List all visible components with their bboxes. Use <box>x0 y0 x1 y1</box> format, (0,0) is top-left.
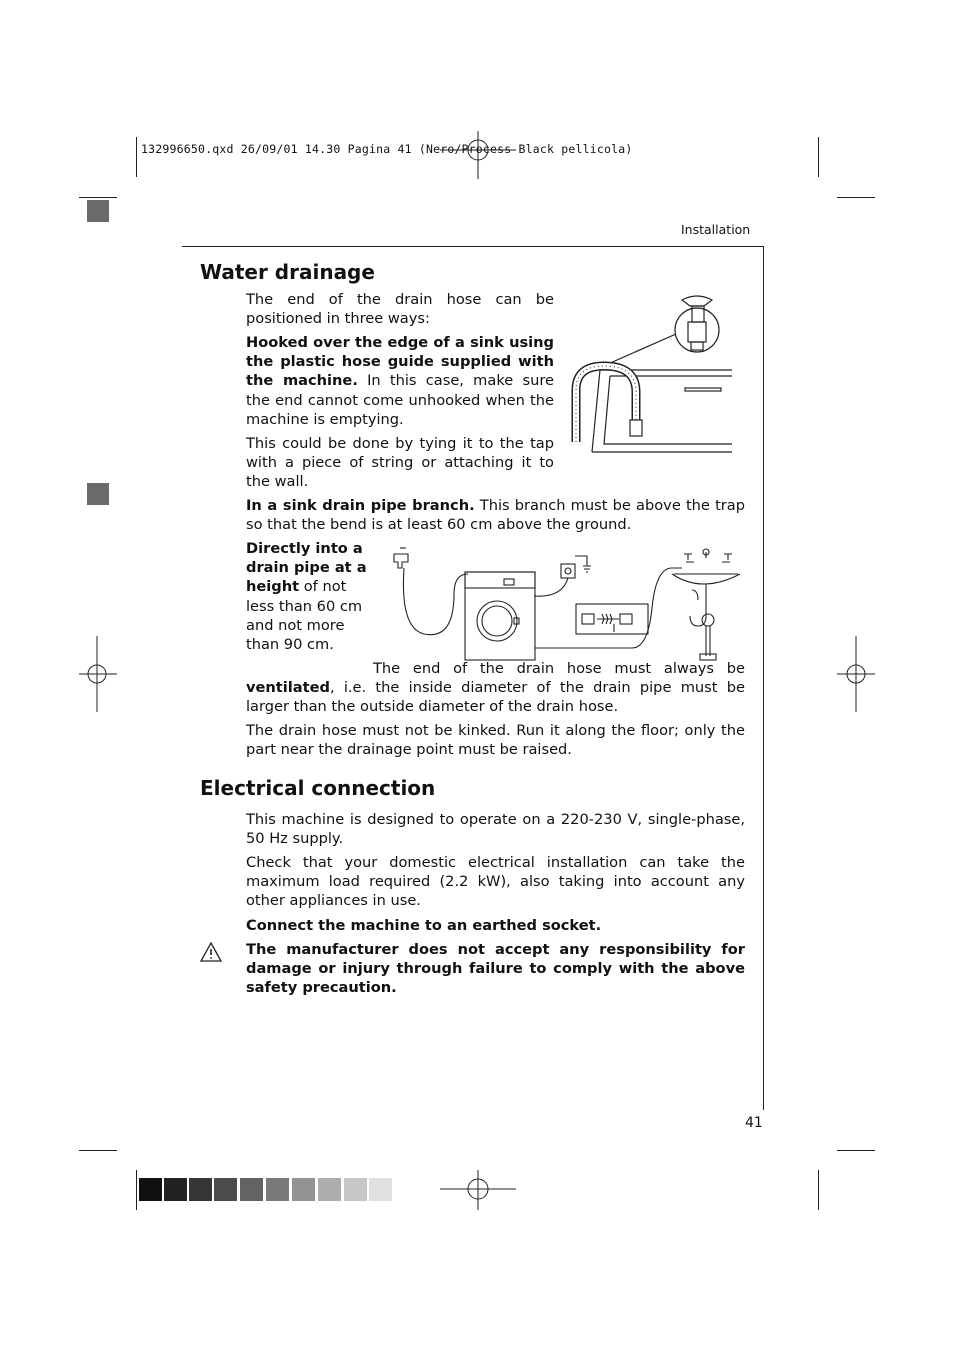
color-swatch <box>240 1178 263 1201</box>
electrical-connection-heading: Electrical connection <box>200 776 436 800</box>
drainage-kink-note: The drain hose must not be kinked. Run it along the floor; only the part near the drainage point must be raised. <box>246 722 745 759</box>
crop-mark <box>136 137 137 177</box>
drainage-ventilated-note: The end of the drain hose must always be ventilated, i.e. the inside diameter of the drain pipe must be larger than the outside diameter of the drain hose. <box>246 660 745 716</box>
electrical-supply: This machine is designed to operate on a 220-230 V, single-phase, 50 Hz supply. <box>246 811 745 848</box>
page-number: 41 <box>745 1115 763 1131</box>
crop-mark <box>818 1170 819 1210</box>
registration-mark-icon <box>79 636 117 712</box>
crop-mark <box>79 1150 117 1151</box>
registration-mark-icon <box>837 636 875 712</box>
print-slug: 132996650.qxd 26/09/01 14.30 Pagina 41 (Nero/Process Black pellicola) <box>141 142 633 156</box>
drainage-sink-option: Hooked over the edge of a sink using the plastic hose guide supplied with the machine. In this case, make sure the end cannot come unhooked when the machine is emptying. <box>246 334 554 428</box>
crop-mark <box>837 197 875 198</box>
color-swatch <box>266 1178 289 1201</box>
crop-mark <box>837 1150 875 1151</box>
sink-hose-illustration <box>570 292 735 454</box>
drainage-direct-option: Directly into a drain pipe at a height of not less than 60 cm and not more than 90 cm. <box>246 540 367 654</box>
crop-mark <box>818 137 819 177</box>
color-swatch <box>214 1178 237 1201</box>
side-marker <box>87 483 109 505</box>
safety-warning: The manufacturer does not accept any responsibility for damage or injury through failure to comply with the above safety precaution. <box>246 941 745 997</box>
crop-mark <box>136 1170 137 1210</box>
color-swatch <box>189 1178 212 1201</box>
drain-connection-illustration <box>392 546 747 666</box>
warning-triangle-icon <box>200 942 222 962</box>
water-drainage-heading: Water drainage <box>200 260 375 284</box>
electrical-earth: Connect the machine to an earthed socket. <box>246 917 602 934</box>
color-swatch <box>318 1178 341 1201</box>
electrical-load: Check that your domestic electrical installation can take the maximum load required (2.2 kW), also taking into account any other appliances in use. <box>246 854 745 910</box>
drainage-tie-note: This could be done by tying it to the tap with a piece of string or attaching it to the wall. <box>246 435 554 491</box>
margin-rule <box>763 246 764 1110</box>
crop-mark <box>79 197 117 198</box>
section-label: Installation <box>681 222 751 237</box>
color-swatch <box>164 1178 187 1201</box>
color-swatch <box>344 1178 367 1201</box>
color-swatch <box>139 1178 162 1201</box>
color-swatch <box>292 1178 315 1201</box>
color-swatch <box>369 1178 392 1201</box>
header-rule <box>182 246 763 247</box>
side-marker <box>87 200 109 222</box>
drainage-branch-option: In a sink drain pipe branch. This branch must be above the trap so that the bend is at least 60 cm above the ground. <box>246 497 746 534</box>
drainage-intro: The end of the drain hose can be positioned in three ways: <box>246 291 554 328</box>
registration-mark-icon <box>440 1170 516 1210</box>
